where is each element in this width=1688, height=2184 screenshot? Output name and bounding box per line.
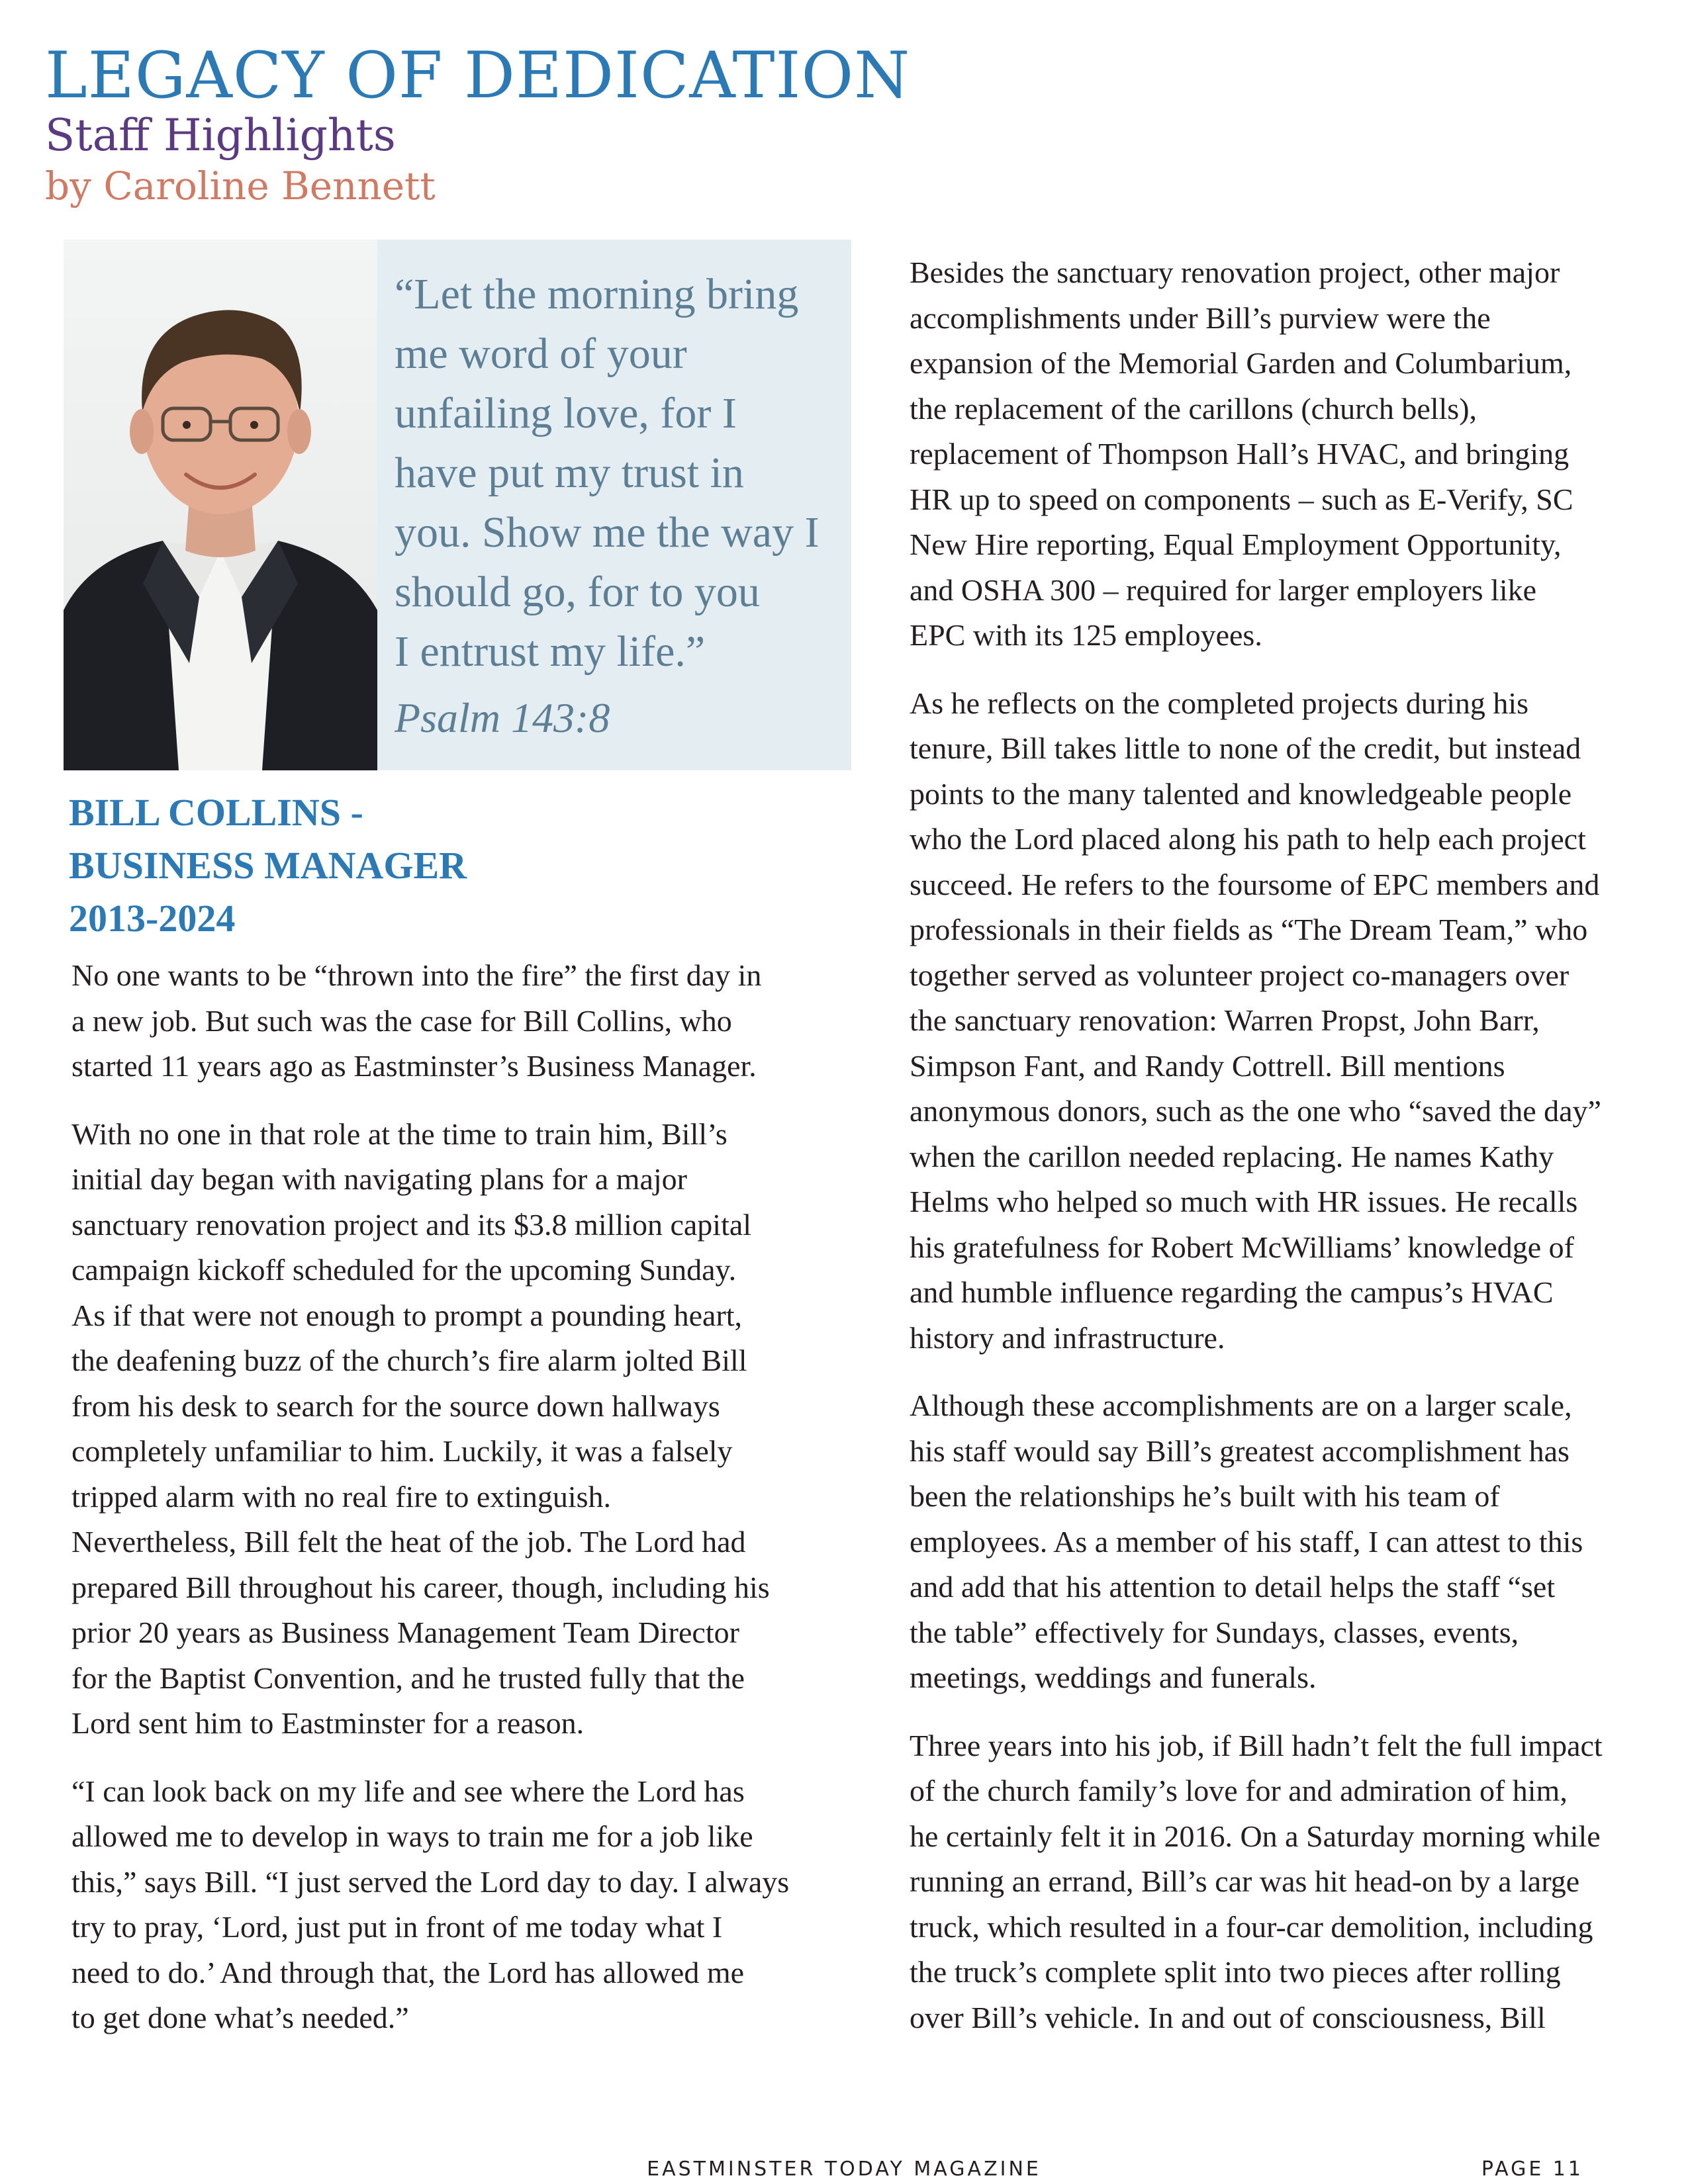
scripture-quote	[395, 265, 845, 682]
text-line: his staff would say Bill’s greatest accomplishment has	[910, 1433, 1570, 1468]
text-line: Simpson Fant, and Randy Cottrell. Bill mentions	[910, 1048, 1505, 1083]
subject-role: BUSINESS MANAGER	[69, 844, 467, 887]
text-line: history and infrastructure.	[910, 1320, 1225, 1355]
text-line: the replacement of the carillons (church bells),	[910, 391, 1477, 426]
subject-years: 2013-2024	[69, 897, 236, 940]
quote-line: you. Show me the way I	[395, 508, 820, 557]
text-line: the truck’s complete split into two pieces after rolling	[910, 1955, 1561, 1989]
text-line: Although these accomplishments are on a larger scale,	[910, 1388, 1572, 1422]
text-line: prior 20 years as Business Management Team Director	[71, 1615, 739, 1649]
text-line: initial day began with navigating plans for a major	[71, 1162, 687, 1196]
paragraph	[910, 1383, 1638, 1701]
text-line: Lord sent him to Eastminster for a reason.	[71, 1706, 585, 1740]
text-line: try to pray, ‘Lord, just put in front of me today what I	[71, 1910, 723, 1944]
text-line: started 11 years ago as Eastminster’s Business Manager.	[71, 1049, 757, 1083]
quote-line: I entrust my life.”	[395, 627, 706, 676]
text-line: expansion of the Memorial Garden and Columbarium,	[910, 346, 1572, 380]
text-line: Besides the sanctuary renovation project, other major	[910, 255, 1560, 289]
subject-name: BILL COLLINS -	[69, 791, 363, 834]
text-line: the sanctuary renovation: Warren Propst, John Barr,	[910, 1003, 1540, 1037]
paragraph	[71, 1769, 826, 2041]
text-line: prepared Bill throughout his career, though, including his	[71, 1570, 770, 1604]
text-line: this,” says Bill. “I just served the Lord day to day. I always	[71, 1864, 790, 1899]
text-line: Nevertheless, Bill felt the heat of the job. The Lord had	[71, 1525, 746, 1559]
text-line: been the relationships he’s built with his team of	[910, 1479, 1500, 1513]
text-line: for the Baptist Convention, and he trusted fully that the	[71, 1661, 745, 1695]
text-line: sanctuary renovation project and its $3.8 million capital	[71, 1207, 752, 1242]
text-line: who the Lord placed along his path to help each project	[910, 822, 1586, 856]
text-line: from his desk to search for the source down hallways	[71, 1388, 720, 1423]
right-column	[910, 250, 1638, 2063]
text-line: As if that were not enough to prompt a pounding heart,	[71, 1298, 743, 1332]
text-line: together served as volunteer project co-managers over	[910, 958, 1570, 992]
text-line: Three years into his job, if Bill hadn’t felt the full impact	[910, 1728, 1603, 1762]
quote-line: unfailing love, for I	[395, 389, 737, 437]
text-line: when the carillon needed replacing. He names Kathy	[910, 1139, 1554, 1173]
text-line: tenure, Bill takes little to none of the credit, but instead	[910, 731, 1581, 765]
text-line: need to do.’ And through that, the Lord has allowed me	[71, 1955, 745, 1989]
text-line: “I can look back on my life and see where the Lord has	[71, 1774, 745, 1808]
quote-line: me word of your	[395, 330, 687, 378]
text-line: New Hire reporting, Equal Employment Opportunity,	[910, 527, 1562, 561]
text-line: professionals in their fields as “The Dream Team,” who	[910, 913, 1588, 946]
portrait-photo	[64, 240, 377, 770]
text-line: the deafening buzz of the church’s fire alarm jolted Bill	[71, 1343, 747, 1377]
text-line: employees. As a member of his staff, I can attest to this	[910, 1524, 1583, 1559]
text-line: and add that his attention to detail helps the staff “set	[910, 1570, 1556, 1604]
text-line: anonymous donors, such as the one who “saved the day”	[910, 1094, 1601, 1128]
text-line: his gratefulness for Robert McWilliams’ knowledge of	[910, 1230, 1574, 1264]
text-line: meetings, weddings and funerals.	[910, 1661, 1317, 1694]
footer-page-number: PAGE 11	[1481, 2158, 1583, 2181]
text-line: a new job. But such was the case for Bill Collins, who	[71, 1003, 732, 1038]
text-line: accomplishments under Bill’s purview were the	[910, 300, 1491, 335]
paragraph	[910, 250, 1638, 659]
text-line: running an errand, Bill’s car was hit head-on by a large	[910, 1864, 1580, 1898]
text-line: Helms who helped so much with HR issues. He recalls	[910, 1185, 1578, 1218]
quote-line: have put my trust in	[395, 449, 744, 497]
quote-citation: Psalm 143:8	[395, 694, 610, 741]
text-line: and humble influence regarding the campus’s HVAC	[910, 1275, 1554, 1309]
paragraph	[910, 1723, 1638, 2041]
quote-line: “Let the morning bring	[395, 270, 799, 318]
text-line: completely unfamiliar to him. Luckily, it was a falsely	[71, 1434, 733, 1468]
text-line: succeed. He refers to the foursome of EPC members and	[910, 867, 1600, 901]
paragraph	[71, 1112, 826, 1747]
article-title: LEGACY OF DEDICATION	[45, 38, 911, 113]
text-line: EPC with its 125 employees.	[910, 618, 1262, 652]
quote-line: should go, for to you	[395, 568, 760, 616]
article-byline: by Caroline Bennett	[45, 163, 436, 208]
paragraph	[71, 953, 826, 1089]
paragraph	[910, 681, 1638, 1361]
text-line: With no one in that role at the time to train him, Bill’s	[71, 1116, 727, 1151]
left-column	[71, 953, 826, 2064]
text-line: to get done what’s needed.”	[71, 2001, 409, 2034]
text-line: As he reflects on the completed projects during his	[910, 686, 1529, 720]
text-line: and OSHA 300 – required for larger employers like	[910, 572, 1537, 607]
text-line: tripped alarm with no real fire to extinguish.	[71, 1479, 611, 1514]
text-line: of the church family’s love for and admiration of him,	[910, 1774, 1568, 1807]
text-line: points to the many talented and knowledgeable people	[910, 776, 1572, 811]
subject-heading	[69, 786, 467, 945]
text-line: No one wants to be “thrown into the fire” the first day in	[71, 958, 762, 992]
text-line: HR up to speed on components – such as E-Verify, SC	[910, 482, 1573, 516]
footer-magazine-name: EASTMINSTER TODAY MAGAZINE	[647, 2158, 1041, 2181]
article-subtitle: Staff Highlights	[45, 110, 396, 161]
text-line: the table” effectively for Sundays, classes, events,	[910, 1615, 1519, 1649]
text-line: he certainly felt it in 2016. On a Saturday morning while	[910, 1819, 1601, 1853]
text-line: truck, which resulted in a four-car demolition, including	[910, 1909, 1593, 1944]
text-line: allowed me to develop in ways to train me for a job like	[71, 1819, 753, 1853]
text-line: campaign kickoff scheduled for the upcoming Sunday.	[71, 1253, 737, 1287]
text-line: replacement of Thompson Hall’s HVAC, and bringing	[910, 437, 1570, 471]
text-line: over Bill’s vehicle. In and out of consciousness, Bill	[910, 2000, 1546, 2034]
